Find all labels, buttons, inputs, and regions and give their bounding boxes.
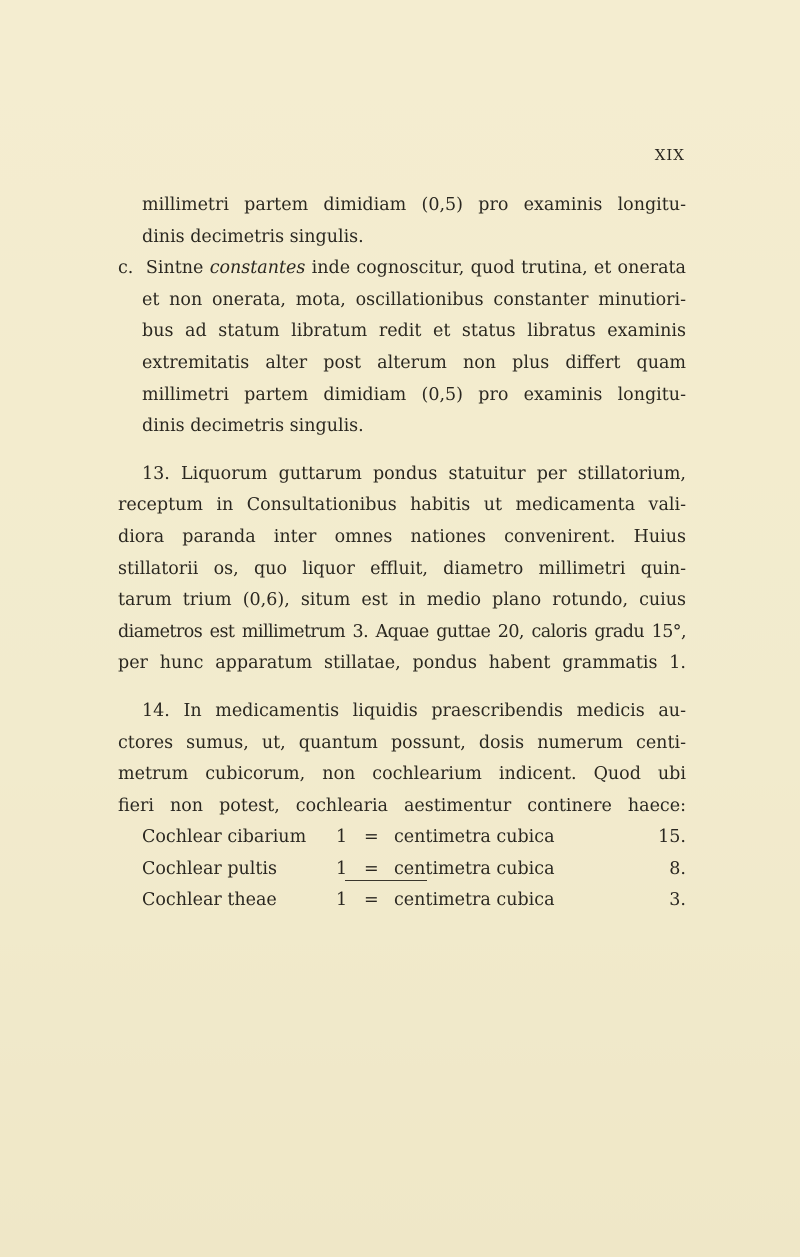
text-line: diametros est millimetrum 3. Aquae guttae 20, caloris gradu 15°, [118,621,686,642]
text-line: per hunc apparatum stillatae, pondus habent grammatis 1. [118,653,686,674]
measure-unit: centimetra cubica [394,890,555,911]
measure-unit: centimetra cubica [394,827,555,848]
item-italic: constantes [209,258,306,279]
page-number: XIX [654,146,685,164]
text-line: metrum cubicorum, non cochlearium indicent. Quod ubi [118,764,686,785]
text-line: dinis decimetris singulis. [142,416,364,437]
item-rest: inde cognoscitur, quod trutina, et onerata [311,258,686,279]
measure-name: Cochlear pultis [142,858,277,879]
text-line: tarum trium (0,6), situm est in medio plano rotundo, cuius [118,590,686,611]
text-line: fieri non potest, cochlearia aestimentur continere haece: [118,795,686,816]
text-line: 14. In medicamentis liquidis praescribendis medicis au- [142,700,686,721]
paragraph-gap [118,680,686,696]
text-line: et non onerata, mota, oscillationibus constanter minutiori- [142,289,686,310]
measure-name: Cochlear theae [142,890,277,911]
measure-eq: = [364,890,379,911]
body-text [118,190,686,917]
paragraph-gap [118,443,686,459]
text-line: millimetri partem dimidiam (0,5) pro examinis longitu- [142,195,686,215]
measure-row [118,822,686,854]
measure-row [118,885,686,917]
measure-unit: centimetra cubica [394,858,555,879]
measure-value: 15. [658,827,686,848]
measure-value: 8. [669,858,686,879]
measure-name: Cochlear cibarium [142,827,307,848]
item-marker: c. [118,258,134,279]
measure-value: 3. [669,890,686,911]
text-line: 13. Liquorum guttarum pondus statuitur per stillatorium, [142,463,686,484]
section-rule [345,880,427,881]
measure-eq: = [364,827,379,848]
text-line: extremitatis alter post alterum non plus differt quam [142,352,686,373]
text-line: bus ad statum libratum redit et status libratus examinis [142,321,686,342]
measure-qty: 1 [336,827,348,848]
text-line: diora paranda inter omnes nationes convenirent. Huius [118,526,686,547]
item-lead: Sintne [145,258,204,279]
text-line: stillatorii os, quo liquor effluit, diametro millimetri quin- [118,558,686,579]
item-c-first-line [118,253,686,285]
measure-qty: 1 [336,858,348,879]
measure-qty: 1 [336,890,348,911]
text-line: millimetri partem dimidiam (0,5) pro examinis longitu- [142,384,686,405]
text-line: receptum in Consultationibus habitis ut medicamenta vali- [118,495,686,516]
measure-eq: = [364,858,379,879]
text-line: ctores sumus, ut, quantum possunt, dosis numerum centi- [118,732,686,753]
text-line: dinis decimetris singulis. [142,226,364,247]
